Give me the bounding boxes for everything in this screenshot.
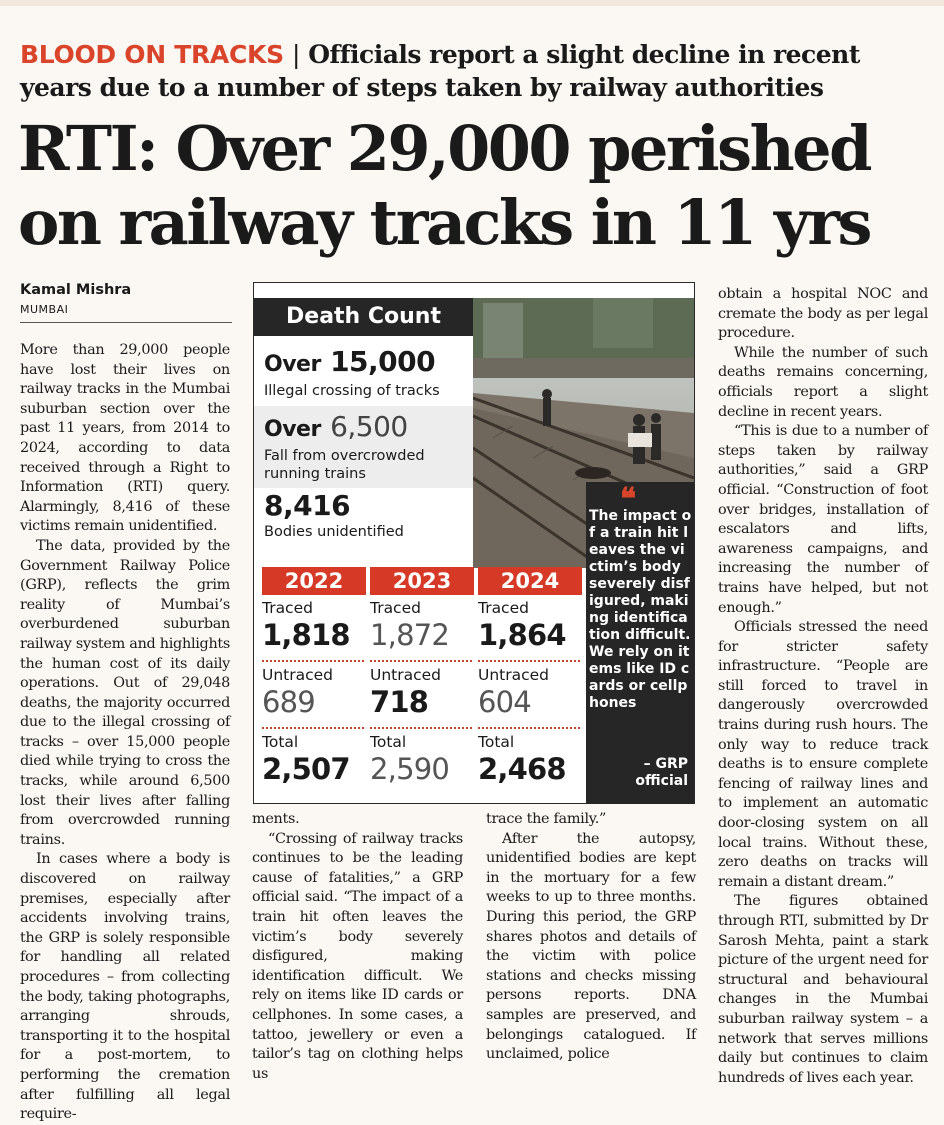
- top-band: [0, 0, 944, 6]
- untraced-label: Untraced: [370, 666, 442, 684]
- stat-fall-from-trains: [254, 406, 473, 488]
- stat-label: Bodies unidentified: [264, 524, 404, 540]
- stat-label: Fall from overcrowded running trains: [264, 448, 425, 482]
- article-column-4: [718, 285, 928, 1088]
- headline: RTI: Over 29,000 perished on railway tracks in 11 yrs: [18, 112, 870, 259]
- year-badge: 2024: [478, 567, 582, 595]
- total-label: Total: [478, 733, 515, 751]
- article-column-2: [252, 810, 463, 1084]
- traced-label: Traced: [262, 599, 313, 617]
- stat-unidentified: [254, 489, 473, 541]
- kicker-tag: BLOOD ON TRACKS: [20, 40, 284, 69]
- paragraph: The figures obtained through RTI, submitted by Dr Sarosh Mehta, paint a stark picture of the urgent need for structural and behavioural changes in the Mumbai suburban railway system – a network that serves millions daily but continues to claim hundreds of lives each year.: [718, 893, 928, 1086]
- total-label: Total: [262, 733, 299, 751]
- pullquote-text: The impact of a train hit leaves the victim’s body severely disfigured, making identification difficult. We rely on items like ID cards or cellphones: [589, 508, 692, 711]
- paragraph: “Crossing of railway tracks continues to be the leading cause of fatalities,” a GRP official said. “The impact of a train hit often leaves the victim’s body severely disfigured, making identification difficult. We rely on items like ID cards or cellphones. In some cases, a tattoo, jewellery or even a tailor’s tag on clothing helps us: [252, 830, 463, 1082]
- untraced-value: 604: [478, 685, 531, 719]
- paragraph: While the number of such deaths remains concerning, officials report a slight decline in recent years.: [718, 344, 928, 420]
- dotted-divider: [370, 660, 472, 662]
- pullquote-attribution: [635, 756, 688, 790]
- paragraph: Officials stressed the need for stricter safety infrastructure. “People are still forced to travel in dangerously overcrowded trains during rush hours. The only way to reduce track deaths is to ensure complete fencing of railway lines and to implement an automatic door-closing system on all local trains. Without these, zero deaths on tracks will remain a distant dream.”: [718, 619, 928, 890]
- article-column-3: [486, 810, 696, 1065]
- attribution-line: – GRP: [643, 756, 688, 772]
- untraced-value: 689: [262, 685, 315, 719]
- attribution-line: official: [635, 773, 688, 789]
- quote-mark-icon: ❝: [620, 482, 637, 517]
- byline: Kamal Mishra: [20, 282, 132, 298]
- total-value: 2,507: [262, 752, 350, 786]
- dotted-divider: [262, 727, 364, 729]
- paragraph: The data, provided by the Government Railway Police (GRP), reflects the grim reality of Mumbai’s overburdened suburban railway system and highlights the human cost of its daily operations. Out of 29,048 deaths, the majority occurred due to the illegal crossing of tracks – over 15,000 people died while trying to cross the tracks, while around 6,500 lost their lives after falling from overcrowded running trains.: [20, 537, 230, 848]
- year-badge: 2023: [370, 567, 474, 595]
- year-badge: 2022: [262, 567, 366, 595]
- paragraph: ments.: [252, 811, 300, 827]
- traced-value: 1,818: [262, 618, 350, 652]
- traced-value: 1,872: [370, 618, 450, 652]
- dotted-divider: [370, 727, 472, 729]
- untraced-label: Untraced: [478, 666, 550, 684]
- total-label: Total: [370, 733, 407, 751]
- traced-value: 1,864: [478, 618, 566, 652]
- kicker: [20, 38, 930, 104]
- stat-value: 15,000: [330, 345, 436, 378]
- total-value: 2,468: [478, 752, 566, 786]
- untraced-label: Untraced: [262, 666, 334, 684]
- stat-prefix: Over: [264, 352, 321, 377]
- article-column-1: [20, 341, 230, 1125]
- paragraph: obtain a hospital NOC and cremate the body as per legal procedure.: [718, 286, 928, 342]
- kicker-separator: |: [292, 40, 300, 69]
- paragraph: “This is due to a number of steps taken by railway authorities,” said a GRP official. “Construction of foot over bridges, installation of escalators and lifts, awareness campaigns, and increasing the number of trains have helped, but not enough.”: [718, 423, 928, 616]
- dateline: MUMBAI: [20, 303, 69, 316]
- paragraph: More than 29,000 people have lost their lives on railway tracks in the Mumbai suburban section over the past 11 years, from 2014 to 2024, according to data received through a Right to Information (RTI) query. Alarmingly, 8,416 of these victims remain unidentified.: [20, 342, 230, 535]
- year-2024-column: [478, 567, 582, 786]
- stat-illegal-crossing: [254, 345, 473, 400]
- death-count-title: Death Count: [254, 298, 473, 336]
- kicker-text: Officials report a slight decline in recent years due to a number of steps taken by railway authorities: [20, 40, 860, 102]
- stat-label: Illegal crossing of tracks: [264, 383, 440, 399]
- paragraph: In cases where a body is discovered on railway premises, especially after accidents involving trains, the GRP is solely responsible for handling all related procedures – from collecting the body, taking photographs, arranging shrouds, transporting it to the hospital for a post-mortem, to performing the cremation after fulfilling all legal require-: [20, 851, 230, 1123]
- year-2023-column: [370, 567, 474, 786]
- paragraph: After the autopsy, unidentified bodies are kept in the mortuary for a few weeks to up to three months. During this period, the GRP shares photos and details of the victim with police stations and checks missing persons reports. DNA samples are preserved, and belongings catalogued. If unclaimed, police: [486, 830, 696, 1063]
- untraced-value: 718: [370, 685, 429, 719]
- byline-rule: [20, 322, 232, 323]
- dotted-divider: [478, 660, 580, 662]
- stat-value: 6,500: [330, 410, 408, 443]
- year-2022-column: [262, 567, 366, 786]
- dotted-divider: [478, 727, 580, 729]
- traced-label: Traced: [370, 599, 421, 617]
- stat-value: 8,416: [264, 489, 351, 522]
- traced-label: Traced: [478, 599, 529, 617]
- dotted-divider: [262, 660, 364, 662]
- stat-prefix: Over: [264, 417, 321, 442]
- paragraph: trace the family.”: [486, 811, 607, 827]
- pullquote: [586, 482, 694, 804]
- total-value: 2,590: [370, 752, 450, 786]
